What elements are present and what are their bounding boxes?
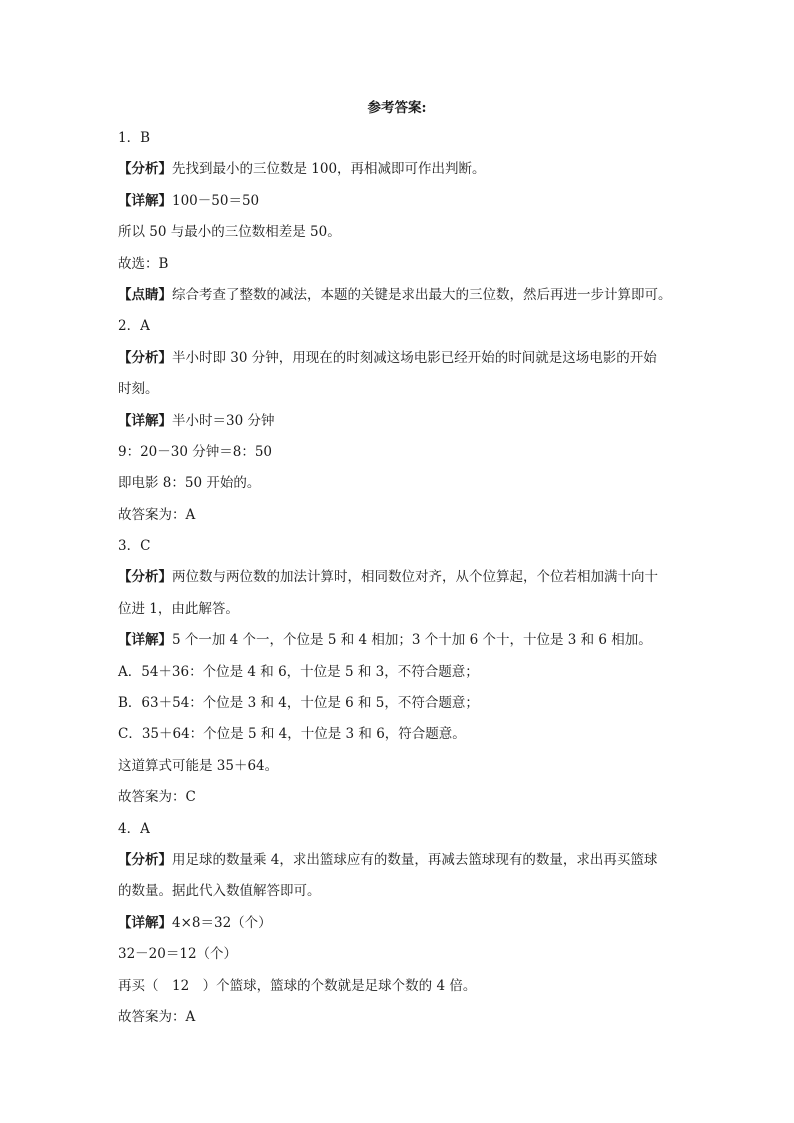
answer-line: [118, 343, 680, 374]
line-text: 即电影 8：50 开始的。: [118, 475, 261, 492]
answer-line: [118, 374, 680, 405]
line-text: 5 个一加 4 个一，个位是 5 和 4 相加；3 个十加 6 个十，十位是 3 和 6 相加。: [172, 632, 652, 649]
answer-line: [118, 688, 680, 719]
line-text: 这道算式可能是 35＋64。: [118, 757, 279, 774]
line-text: B．63＋54：个位是 3 和 4，十位是 6 和 5，不符合题意；: [118, 695, 479, 712]
line-text: 半小时＝30 分钟: [172, 412, 275, 429]
line-text: 再买（ 12 ）个篮球，篮球的个数就是足球个数的 4 倍。: [118, 977, 477, 994]
answer-line: [118, 123, 680, 154]
section-tag: 【分析】: [118, 851, 172, 868]
line-text: 所以 50 与最小的三位数相差是 50。: [118, 224, 341, 241]
line-text: 的数量。据此代入数值解答即可。: [118, 883, 321, 900]
line-text: 综合考查了整数的减法，本题的关键是求出最大的三位数，然后再进一步计算即可。: [172, 286, 672, 303]
line-text: 1．B: [118, 130, 151, 146]
answer-line: [118, 939, 680, 970]
section-tag: 【分析】: [118, 161, 172, 178]
answer-line: [118, 186, 680, 217]
line-text: 故选：B: [118, 255, 169, 272]
line-text: 时刻。: [118, 381, 159, 398]
line-text: 故答案为：C: [118, 789, 196, 806]
line-text: 100－50＝50: [172, 192, 260, 209]
answer-line: [118, 280, 680, 311]
line-text: 32－20＝12（个）: [118, 946, 238, 963]
answer-line: [118, 814, 680, 845]
answer-line: [118, 751, 680, 782]
line-text: 4×8＝32（个）: [172, 914, 272, 931]
answer-line: [118, 437, 680, 468]
line-text: 先找到最小的三位数是 100，再相减即可作出判断。: [172, 161, 486, 178]
line-text: 故答案为：A: [118, 506, 196, 523]
answer-line: [118, 406, 680, 437]
answer-line: [118, 782, 680, 813]
section-tag: 【详解】: [118, 412, 172, 429]
line-text: 9：20－30 分钟＝8：50: [118, 443, 273, 460]
answer-line: [118, 971, 680, 1002]
section-tag: 【点睛】: [118, 286, 172, 303]
line-text: 半小时即 30 分钟，用现在的时刻减这场电影已经开始的时间就是这场电影的开始: [172, 349, 657, 366]
line-text: 2．A: [118, 318, 150, 335]
line-text: 3．C: [118, 538, 151, 555]
answer-line: [118, 562, 680, 593]
answer-line: [118, 719, 680, 750]
answer-line: [118, 311, 680, 342]
answer-line: [118, 468, 680, 499]
line-text: 两位数与两位数的加法计算时，相同数位对齐，从个位算起，个位若相加满十向十: [172, 569, 658, 586]
line-text: 用足球的数量乘 4，求出篮球应有的数量，再减去篮球现有的数量，求出再买篮球: [172, 851, 658, 868]
answer-line: [118, 154, 680, 185]
section-tag: 【详解】: [118, 914, 172, 931]
answer-line: [118, 625, 680, 656]
section-tag: 【分析】: [118, 569, 172, 586]
answer-line: [118, 845, 680, 876]
line-text: 位进 1，由此解答。: [118, 600, 239, 617]
answer-line: [118, 531, 680, 562]
answer-line: [118, 876, 680, 907]
line-text: C．35＋64：个位是 5 和 4，十位是 3 和 6，符合题意。: [118, 726, 466, 743]
line-text: 故答案为：A: [118, 1008, 196, 1025]
page-title: 参考答案:: [367, 100, 427, 116]
answer-line: [118, 500, 680, 531]
line-text: 4．A: [118, 820, 150, 837]
answer-line: [118, 594, 680, 625]
answer-line: [118, 657, 680, 688]
answer-line: [118, 249, 680, 280]
line-text: A．54＋36：个位是 4 和 6，十位是 5 和 3，不符合题意；: [118, 663, 479, 680]
section-tag: 【分析】: [118, 349, 172, 366]
section-tag: 【详解】: [118, 192, 172, 209]
answer-line: [118, 908, 680, 939]
answer-line: [118, 1002, 680, 1033]
answer-line: [118, 217, 680, 248]
section-tag: 【详解】: [118, 632, 172, 649]
answer-content: [118, 123, 680, 1033]
